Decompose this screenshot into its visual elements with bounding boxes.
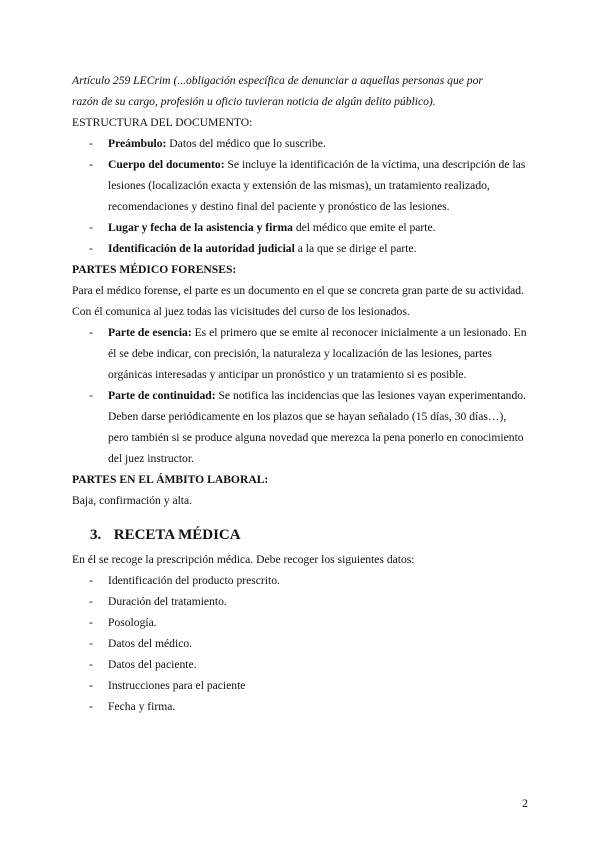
item-text: Duración del tratamiento. — [108, 595, 227, 608]
item-text: Se incluye la identificación de la víctima, una descripción de las lesiones (localización exacta y extensión de las mismas), un tratamiento realizado, recomendaciones y destino final del paciente y pronóstico de las lesiones. — [108, 158, 526, 213]
list-item — [72, 654, 527, 675]
partes-laboral-text: Baja, confirmación y alta. — [72, 494, 193, 507]
item-text: Se notifica las incidencias que las lesiones vayan experimentando. Deben darse periódicamente en los plazos que se hayan señalado (15 días, 30 días…), pero también si se produce alguna novedad que merezca la pena ponerlo en conocimiento del juez instructor. — [108, 389, 526, 465]
list-item — [72, 675, 527, 696]
section-title-text: RECETA MÉDICA — [113, 527, 241, 543]
item-label: Parte de continuidad: — [108, 389, 216, 402]
section-title-receta — [72, 525, 527, 546]
item-text: del médico que emite el parte. — [292, 221, 436, 234]
item-label: Lugar y fecha de la asistencia y firma — [108, 221, 293, 234]
list-item — [72, 385, 527, 469]
item-text: Datos del médico. — [108, 637, 193, 650]
list-item — [72, 322, 527, 385]
intro-line-1: Artículo 259 LECrim (...obligación específica de denunciar a aquellas personas que por — [72, 74, 483, 87]
list-item — [72, 238, 527, 259]
dash-bullet: - — [89, 221, 93, 234]
item-text: Es el primero que se emite al reconocer inicialmente a un lesionado. En él se debe indicar, con precisión, la naturaleza y localización de las lesiones, partes orgánicas interesadas y anticipar un pronóstico y un tratamiento si es posible. — [108, 326, 527, 381]
dash-bullet: - — [89, 389, 93, 402]
item-text: Identificación del producto prescrito. — [108, 574, 280, 587]
partes-laboral-heading: PARTES EN EL ÁMBITO LABORAL: — [72, 473, 269, 486]
dash-bullet: - — [89, 616, 93, 629]
intro-line-2: razón de su cargo, profesión u oficio tuvieran noticia de algún delito público). — [72, 95, 436, 108]
intro-citation — [72, 70, 527, 112]
item-label: Parte de esencia: — [108, 326, 192, 339]
item-text: a la que se dirige el parte. — [294, 242, 417, 255]
partes-forenses-heading: PARTES MÉDICO FORENSES: — [72, 263, 237, 276]
item-text: Posología. — [108, 616, 157, 629]
item-text: Datos del paciente. — [108, 658, 197, 671]
list-item — [72, 591, 527, 612]
section-number: 3. — [90, 527, 102, 543]
partes-forenses-paragraph: Para el médico forense, el parte es un documento en el que se concreta gran parte de su actividad. Con él comunica al juez todas las vicisitudes del curso de los lesionados. — [72, 284, 524, 318]
estructura-heading: ESTRUCTURA DEL DOCUMENTO: — [72, 116, 253, 129]
page-content — [72, 70, 527, 717]
list-item — [72, 570, 527, 591]
list-item — [72, 696, 527, 717]
estructura-list — [72, 133, 527, 259]
list-item — [72, 154, 527, 217]
item-label: Preámbulo: — [108, 137, 167, 150]
page-number: 2 — [522, 796, 528, 810]
item-text: Datos del médico que lo suscribe. — [166, 137, 326, 150]
list-item — [72, 133, 527, 154]
dash-bullet: - — [89, 700, 93, 713]
dash-bullet: - — [89, 242, 93, 255]
receta-list — [72, 570, 527, 717]
item-text: Instrucciones para el paciente — [108, 679, 246, 692]
dash-bullet: - — [89, 595, 93, 608]
list-item — [72, 633, 527, 654]
item-text: Fecha y firma. — [108, 700, 176, 713]
dash-bullet: - — [89, 658, 93, 671]
receta-intro: En él se recoge la prescripción médica. Debe recoger los siguientes datos: — [72, 553, 415, 566]
list-item — [72, 217, 527, 238]
item-label: Identificación de la autoridad judicial — [108, 242, 295, 255]
dash-bullet: - — [89, 137, 93, 150]
dash-bullet: - — [89, 326, 93, 339]
list-item — [72, 612, 527, 633]
dash-bullet: - — [89, 637, 93, 650]
item-label: Cuerpo del documento: — [108, 158, 225, 171]
partes-forenses-list — [72, 322, 527, 469]
dash-bullet: - — [89, 574, 93, 587]
dash-bullet: - — [89, 158, 93, 171]
dash-bullet: - — [89, 679, 93, 692]
